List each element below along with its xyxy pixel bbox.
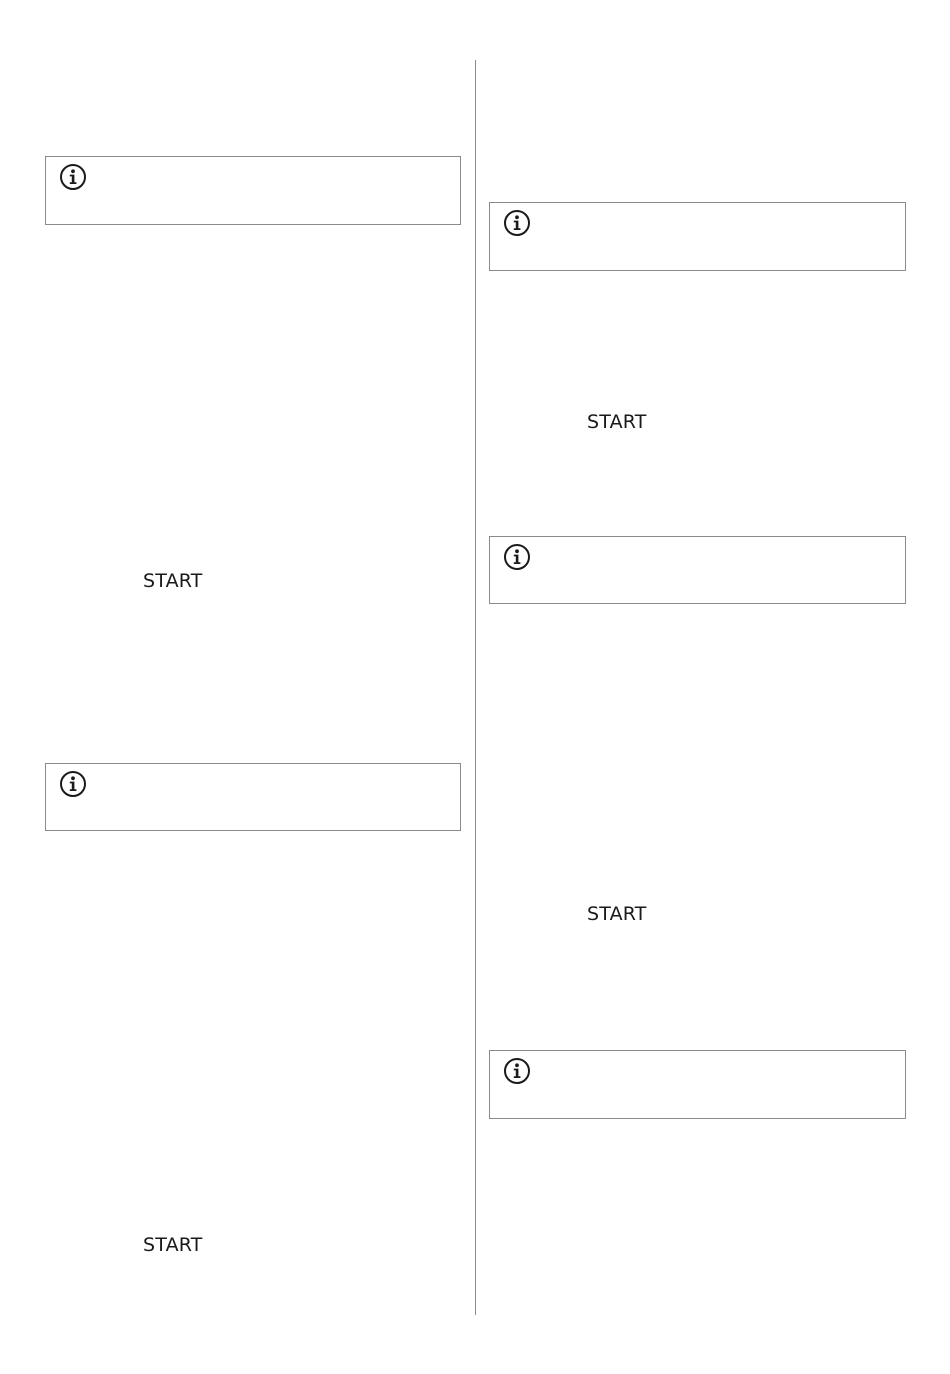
info-circle-icon: [59, 163, 87, 191]
info-note-box: [45, 156, 461, 225]
start-button-label: START: [143, 1234, 203, 1256]
info-note-box: [489, 1050, 906, 1119]
column-divider: [475, 60, 476, 1315]
info-note-box: [489, 202, 906, 271]
start-button-label: START: [587, 903, 647, 925]
info-circle-icon: [503, 209, 531, 237]
info-circle-icon: [503, 543, 531, 571]
start-button-label: START: [143, 570, 203, 592]
start-button-label: START: [587, 411, 647, 433]
info-circle-icon: [503, 1057, 531, 1085]
info-note-box: [489, 536, 906, 604]
info-note-box: [45, 763, 461, 831]
info-circle-icon: [59, 770, 87, 798]
